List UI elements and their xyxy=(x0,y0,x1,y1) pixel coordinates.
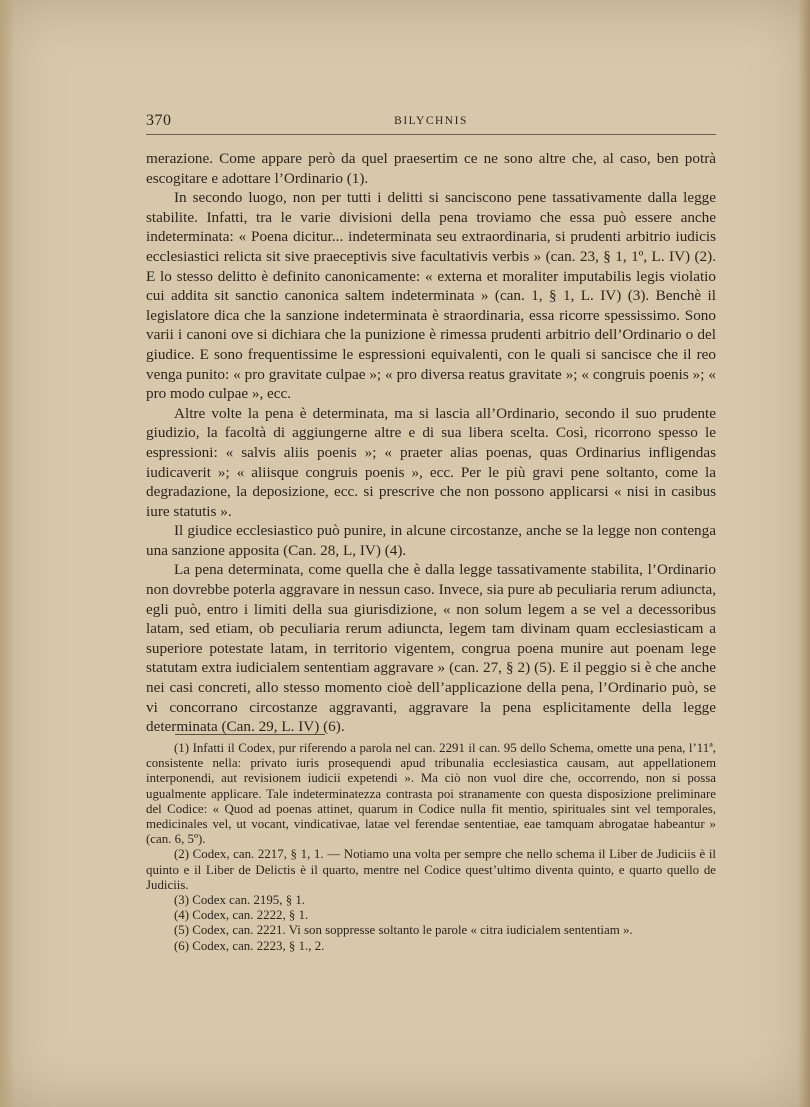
footnote: (5) Codex, can. 2221. Vi son soppresse soltanto le parole « citra iudicialem sententiam ». xyxy=(174,923,633,938)
footnote: (3) Codex can. 2195, § 1. xyxy=(174,893,306,908)
footnotes xyxy=(146,741,716,954)
paragraph: La pena determinata, come quella che è dalla legge tassativamente stabilita, l’Ordinario non dovrebbe poterla aggravare in nessun caso. Invece, sia pure ab peculiaria rerum adiuncta, egli può, entro i limiti della sua giurisdizione, « non solum legem a se vel a decessoribus latam, sed etiam, ob peculiaria rerum adiuncta, legem tam divinam quam ecclesiasticam a superiore potestate latam, in territorio vigentem, congrua poena munire aut poenam lege statutam extra iudicialem sententiam aggravare » (can. 27, § 2) (5). E il peggio si è che anche nei casi concreti, allo stesso momento cioè dell’applicazione della pena, l’Ordinario può, se vi concorrano circostanze aggravanti, aggravare la pena esplicitamente della legge determinata (Can. 29, L. IV) (6). xyxy=(146,561,716,736)
running-head: BILYCHNIS xyxy=(394,115,468,127)
paragraph: In secondo luogo, non per tutti i delitti si sanciscono pene tassativamente dalla legge stabilite. Infatti, tra le varie divisioni della pena troviamo che essa può essere anche indeterminata: « Poena dicitur... indeterminata seu extraordinaria, si prudenti arbitrio iudicis ecclesiastici relicta sit sive praeceptivis sive facultativis verbis » (can. 23, § 1, 1º, L. IV) (2). E lo stesso delitto è definito canonicamente: « externa et moraliter imputabilis legis violatio cui addita sit sanctio canonica saltem indeterminata » (can. 1, § 1, L. IV) (3). Benchè il legislatore dica che la sanzione indeterminata è straordinaria, essa ricorre spessissimo. Sono varii i canoni ove si dichiara che la punizione è rimessa prudenti arbitrio dell’Ordinario o del giudice. E sono frequentissime le espressioni equivalenti, con le quali si sancisce che il reo venga punito: « pro gravitate culpae »; « pro diversa reatus gravitate »; « congruis poenis »; « pro modo culpae », ecc. xyxy=(146,189,716,403)
paragraph: Altre volte la pena è determinata, ma si lascia all’Ordinario, secondo il suo prudente giudizio, la facoltà di aggiungerne altre e di sua libera scelta. Così, ricorrono spesso le espressioni: « salvis aliis poenis »; « praeter alias poenas, quas Ordinarius infligendas iudicaverit »; « aliisque congruis poenis », ecc. Per le più gravi pene soltanto, come la degradazione, la deposizione, ecc. si prescrive che non possono applicarsi « nisi in casibus iure statutis ». xyxy=(146,404,716,520)
body-text xyxy=(146,149,716,737)
footnote-rule xyxy=(175,734,325,735)
page-number: 370 xyxy=(146,112,172,129)
paragraph: merazione. Come appare però da quel praesertim ce ne sono altre che, al caso, ben potrà escogitare e adottare l’Ordinario (1). xyxy=(146,150,716,187)
header-rule xyxy=(146,134,716,135)
paragraph: Il giudice ecclesiastico può punire, in alcune circostanze, anche se la legge non contenga una sanzione apposita (Can. 28, L, IV) (4). xyxy=(146,522,716,559)
page-header xyxy=(146,112,716,134)
footnote: (6) Codex, can. 2223, § 1., 2. xyxy=(174,938,325,953)
footnote: (1) Infatti il Codex, pur riferendo a parola nel can. 2291 il can. 95 dello Schema, omette una pena, l’11ª, consistente nella: privato iuris prosequendi apud tribunalia ecclesiastica causam, aut appellationem interponendi, aut revisionem iudicii expetendi ». Ma ciò non vuol dire che, occorrendo, non si possa ugualmente applicare. Tale indeterminatezza contrasta poi stranamente con questa disposizione preliminare del Codice: « Quod ad poenas attinet, quarum in Codice nulla fit mentio, spirituales sint vel temporales, medicinales vel, ut vocant, vindicativae, latae vel ferendae sententiae, eae tamquam abrogatae habeantur » (can. 6, 5º). xyxy=(146,741,716,847)
footnote: (4) Codex, can. 2222, § 1. xyxy=(174,908,309,923)
footnote: (2) Codex, can. 2217, § 1, 1. — Notiamo una volta per sempre che nello schema il Liber de Judiciis è il quinto e il Liber de Delictis è il quarto, mentre nel Codice quest’ultimo diventa quinto, e quarto quello de Judiciis. xyxy=(146,847,716,892)
